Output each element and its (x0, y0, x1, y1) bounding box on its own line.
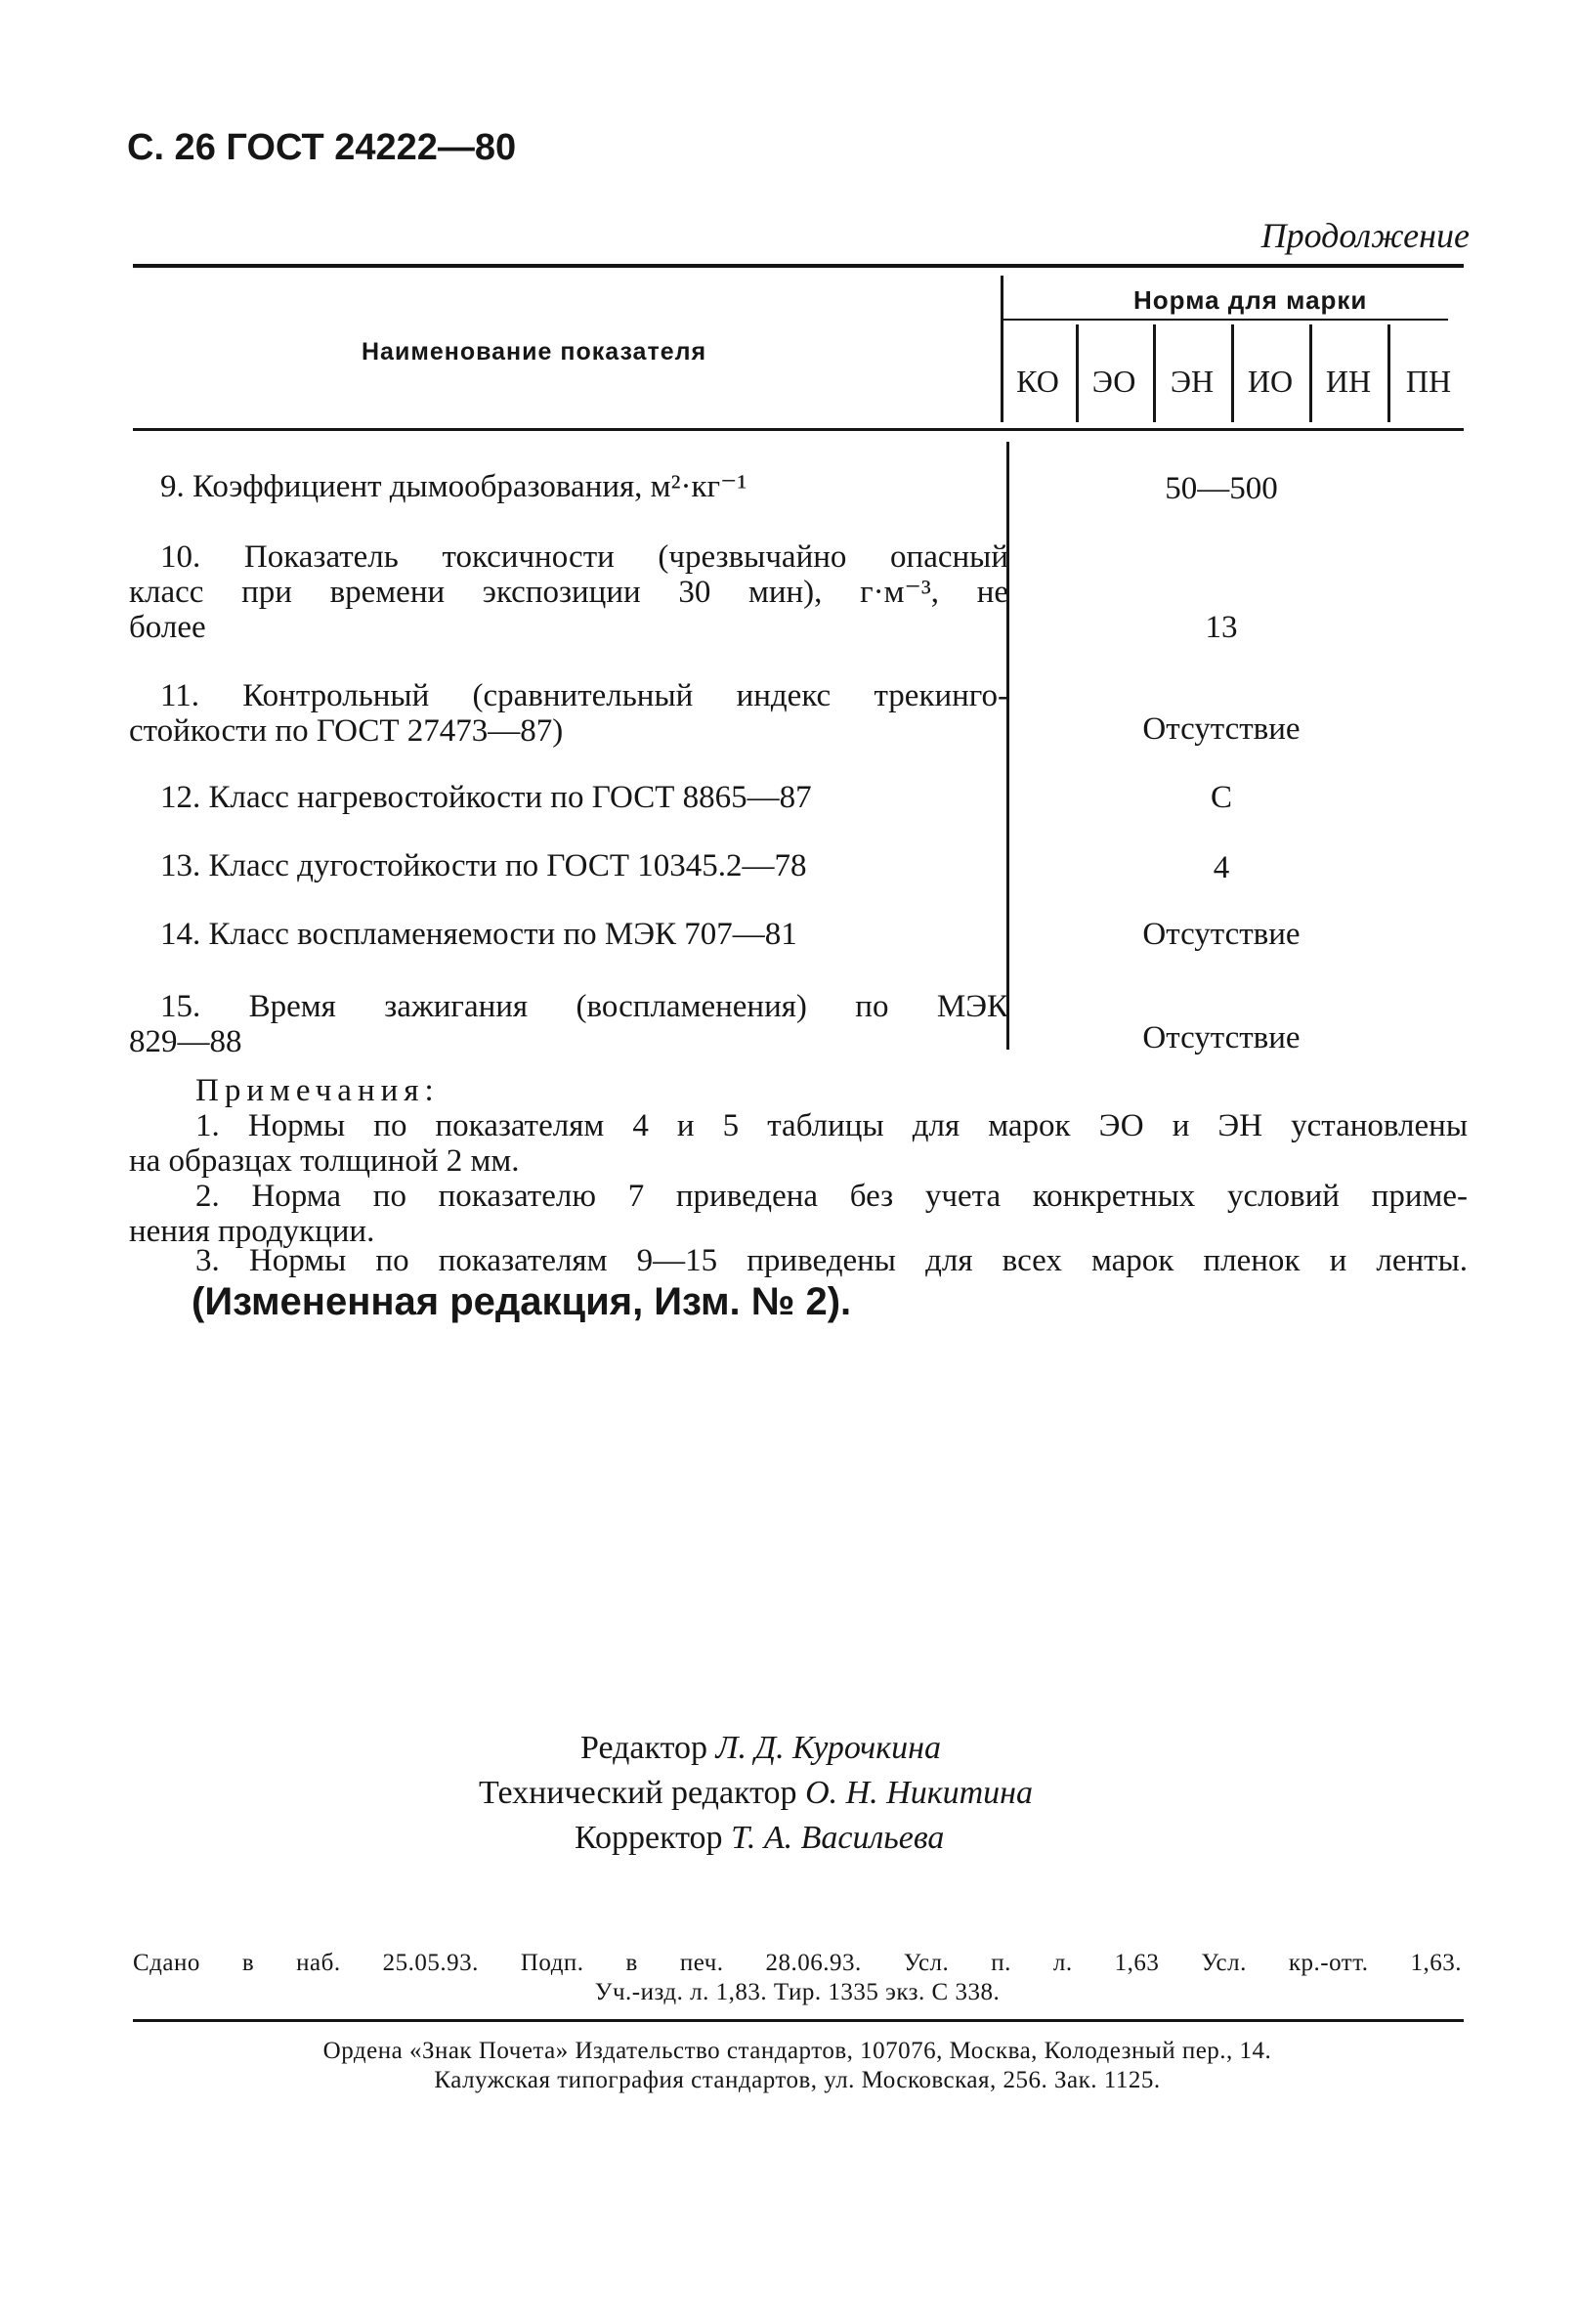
editor-credit (580, 1730, 941, 1767)
note-2 (129, 1179, 1468, 1249)
tech-editor-credit (479, 1775, 1033, 1812)
print-details (133, 1949, 1462, 2007)
print-details-line: Уч.-изд. л. 1,83. Тир. 1335 экз. С 338. (594, 1979, 1001, 2005)
row-text-line: 12. Класс нагревостойкости по ГОСТ 8865—87 (160, 780, 812, 815)
row-text-line: стойкости по ГОСТ 27473—87) (129, 713, 564, 749)
header-indicator-name: Наименование показателя (362, 338, 707, 366)
table-top-rule (133, 264, 1464, 268)
header-bottom-rule (133, 428, 1464, 431)
mark-header-pn: ПН (1405, 364, 1452, 399)
note-line: 1. Нормы по показателям 4 и 5 таблицы для марок ЭО и ЭН установлены (195, 1108, 1468, 1143)
corrector-role: Корректор (575, 1820, 723, 1856)
row-value-10: 13 (1205, 610, 1238, 645)
publisher-info (133, 2037, 1462, 2095)
indicator-row-14 (129, 917, 1008, 952)
row-value-12: С (1210, 780, 1232, 815)
row-text-line: 829—88 (129, 1024, 242, 1059)
mark-header-in: ИН (1325, 364, 1372, 399)
page-header: С. 26 ГОСТ 24222—80 (127, 127, 517, 168)
publisher-line: Калужская типография стандартов, ул. Московская, 256. Зак. 1125. (434, 2067, 1161, 2093)
row-text-line: 10. Показатель токсичности (чрезвычайно опасный (160, 539, 1008, 575)
tech-editor-role: Технический редактор (479, 1775, 797, 1811)
indicator-row-13 (129, 848, 1008, 883)
row-text-line: класс при времени экспозиции 30 мин), г·м⁻³, не (129, 575, 1008, 610)
name-column-divider-header (1001, 276, 1003, 422)
row-text-line: 13. Класс дугостойкости по ГОСТ 10345.2—78 (160, 848, 807, 883)
amendment-note: (Измененная редакция, Изм. № 2). (192, 1280, 852, 1323)
editor-name: Л. Д. Курочкина (715, 1730, 942, 1766)
row-text-line: 11. Контрольный (сравнительный индекс трекинго- (160, 678, 1008, 713)
row-text-line: 14. Класс воспламеняемости по МЭК 707—81 (160, 917, 797, 952)
indicator-row-10 (129, 539, 1008, 645)
note-line: нения продукции. (129, 1214, 375, 1249)
note-line: на образцах толщиной 2 мм. (129, 1143, 520, 1179)
imprint-rule (133, 2019, 1464, 2022)
mark-header-ko: КО (1016, 364, 1059, 399)
note-1 (129, 1108, 1468, 1179)
norm-header-rule (1003, 319, 1448, 321)
row-text-line: 15. Время зажигания (воспламенения) по МЭК (160, 989, 1008, 1024)
corrector-name: Т. А. Васильева (731, 1820, 945, 1856)
note-line: 3. Нормы по показателям 9—15 приведены для всех марок пленок и ленты. (195, 1243, 1468, 1278)
row-text-line: более (129, 610, 206, 645)
mark-header-eo: ЭО (1091, 364, 1136, 399)
row-value-13: 4 (1213, 850, 1230, 885)
indicator-row-9 (129, 469, 1008, 504)
continuation-label: Продолжение (1260, 216, 1470, 255)
tech-editor-name: О. Н. Никитина (805, 1775, 1034, 1811)
row-value-14: Отсутствие (1142, 917, 1301, 952)
mark-header-io: ИО (1247, 364, 1294, 399)
publisher-line: Ордена «Знак Почета» Издательство стандартов, 107076, Москва, Колодезный пер., 14. (322, 2038, 1272, 2064)
print-details-line: Сдано в наб. 25.05.93. Подп. в печ. 28.06.93. Усл. п. л. 1,63 Усл. кр.-отт. 1,63. (133, 1950, 1462, 1976)
note-3 (129, 1243, 1468, 1278)
indicator-row-12 (129, 780, 1008, 815)
mark-header-en: ЭН (1170, 364, 1215, 399)
row-value-15: Отсутствие (1142, 1020, 1301, 1055)
row-text-line: 9. Коэффициент дымообразования, м²·кг⁻¹ (160, 469, 747, 504)
indicator-row-11 (129, 678, 1008, 749)
notes-title: Примечания: (195, 1073, 440, 1108)
editor-role: Редактор (580, 1730, 707, 1766)
note-line: 2. Норма по показателю 7 приведена без учета конкретных условий приме- (195, 1179, 1468, 1214)
indicator-row-15 (129, 989, 1008, 1059)
row-value-11: Отсутствие (1142, 711, 1301, 747)
row-value-9: 50—500 (1165, 471, 1278, 506)
header-norm-for-mark: Норма для марки (1133, 285, 1368, 315)
corrector-credit (575, 1820, 944, 1857)
